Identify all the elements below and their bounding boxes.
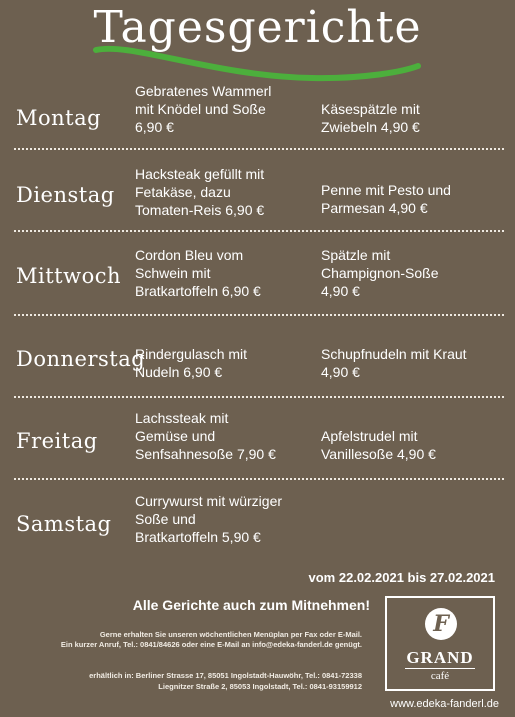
dish-main: Cordon Bleu vom Schwein mit Bratkartoffeln 6,90 €	[135, 247, 261, 299]
day-label: Dienstag	[16, 183, 115, 207]
dish-second: Schupfnudeln mit Kraut 4,90 €	[321, 346, 467, 380]
website-link[interactable]: www.edeka-fanderl.de	[390, 698, 499, 710]
takeaway-note: Alle Gerichte auch zum Mitnehmen!	[132, 597, 370, 613]
logo-divider	[405, 668, 475, 669]
dish-main: Lachssteak mit Gemüse und Senfsahnesoße 7,90 €	[135, 410, 276, 462]
page-title: Tagesgerichte	[93, 2, 422, 53]
dish-main: Currywurst mit würziger Soße und Bratkartoffeln 5,90 €	[135, 493, 283, 545]
dish-second: Spätzle mit Champignon-Soße 4,90 €	[321, 247, 439, 299]
dish-second: Käsespätzle mit Zwiebeln 4,90 €	[321, 101, 420, 135]
address-line-2: Liegnitzer Straße 2, 85053 Ingolstadt, Tel.: 0841-93159912	[158, 682, 362, 691]
green-swoosh-decoration	[92, 38, 422, 86]
logo-name: GRAND	[406, 648, 474, 667]
logo-f-icon: F	[425, 608, 457, 640]
day-label: Montag	[16, 106, 102, 130]
divider	[14, 396, 504, 398]
dish-main: Gebratenes Wammerl mit Knödel und Soße 6,90 €	[135, 83, 272, 135]
day-label: Donnerstag	[16, 347, 146, 371]
divider	[14, 148, 504, 150]
dish-main: Rindergulasch mit Nudeln 6,90 €	[135, 346, 248, 380]
day-label: Samstag	[16, 512, 112, 536]
dish-second: Apfelstrudel mit Vanillesoße 4,90 €	[321, 428, 436, 462]
grand-cafe-logo	[385, 596, 495, 691]
fax-note-line-2: Ein kurzer Anruf, Tel.: 0841/84626 oder eine E-Mail an info@edeka-fanderl.de genügt.	[60, 640, 362, 649]
dish-second: Penne mit Pesto und Parmesan 4,90 €	[321, 182, 451, 216]
logo-subtitle: café	[430, 670, 450, 682]
day-label: Freitag	[16, 429, 98, 453]
address-line-1: erhältlich in: Berliner Strasse 17, 85051 Ingolstadt-Hauwöhr, Tel.: 0841-72338	[89, 671, 362, 680]
divider	[14, 230, 504, 232]
menu-period: vom 22.02.2021 bis 27.02.2021	[308, 570, 495, 585]
fax-note-line-1: Gerne erhalten Sie unseren wöchentlichen Menüplan per Fax oder E-Mail.	[99, 630, 362, 639]
divider	[14, 478, 504, 480]
divider	[14, 314, 504, 316]
day-label: Mittwoch	[16, 264, 122, 288]
dish-main: Hacksteak gefüllt mit Fetakäse, dazu Tomaten-Reis 6,90 €	[135, 166, 265, 218]
